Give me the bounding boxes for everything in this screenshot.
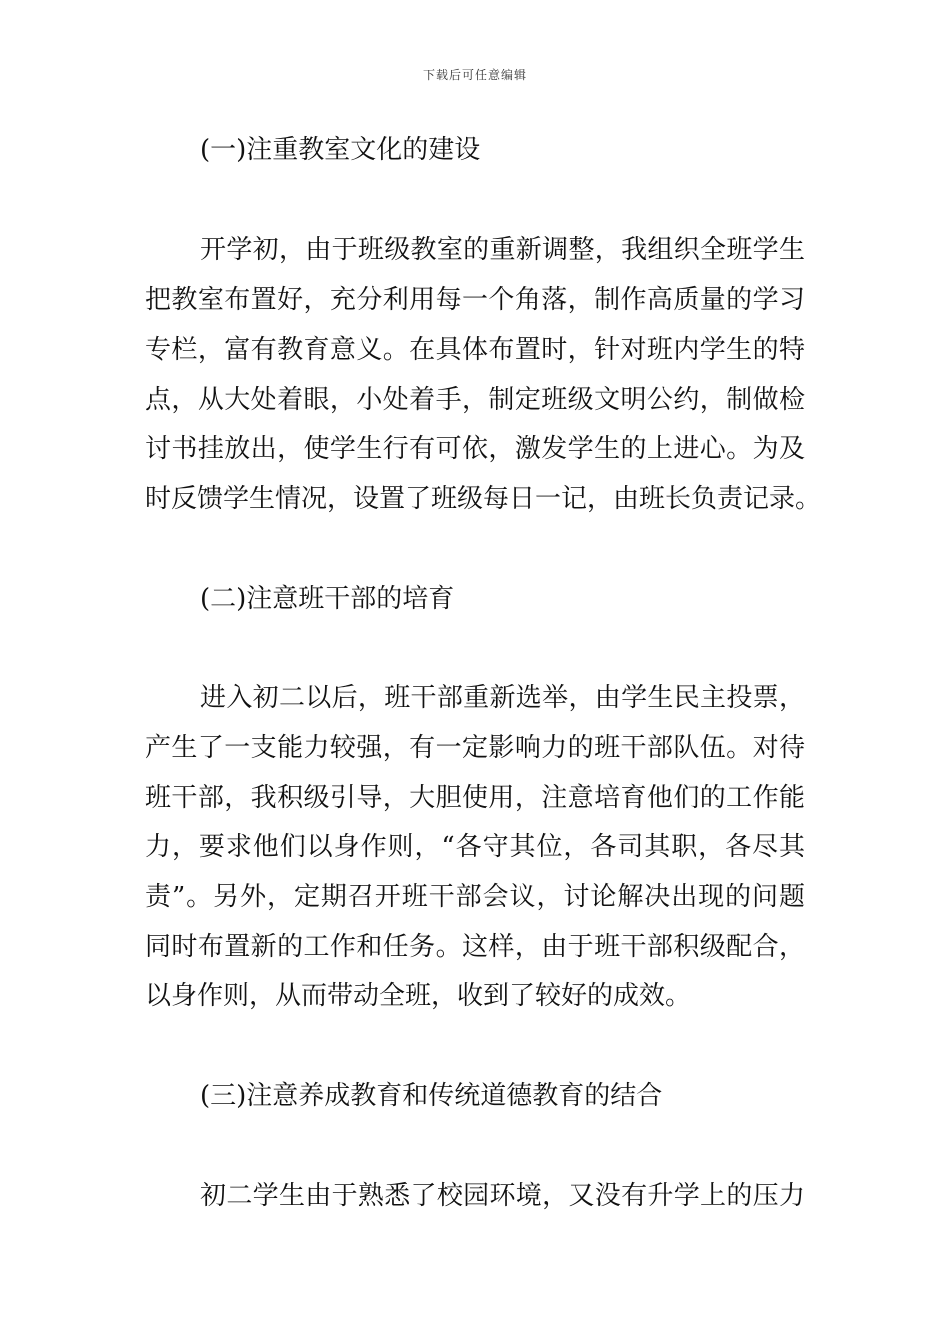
paragraph-line: 把教室布置好，充分利用每一个角落，制作高质量的学习 bbox=[145, 285, 805, 315]
paragraph-line: 班干部，我积级引导，大胆使用，注意培育他们的工作能 bbox=[145, 783, 805, 813]
paragraph-line: 以身作则，从而带动全班，收到了较好的成效。 bbox=[145, 981, 692, 1011]
page-header: 下载后可任意编辑 bbox=[422, 68, 527, 82]
paragraph-line: 初二学生由于熟悉了校园环境，又没有升学上的压力 bbox=[200, 1181, 805, 1211]
paragraph-line: 专栏，富有教育意义。在具体布置时，针对班内学生的特 bbox=[145, 335, 805, 365]
paragraph-line: 开学初，由于班级教室的重新调整，我组织全班学生 bbox=[200, 235, 805, 265]
paragraph-line: 责”。另外，定期召开班干部会议，讨论解决出现的问题 bbox=[145, 882, 805, 912]
paragraph-line: 产生了一支能力较强，有一定影响力的班干部队伍。对待 bbox=[145, 733, 805, 763]
paragraph-line: 讨书挂放出，使学生行有可依，激发学生的上进心。为及 bbox=[145, 434, 805, 464]
paragraph-line: 时反馈学生情况，设置了班级每日一记，由班长负责记录。 bbox=[145, 484, 822, 514]
paragraph-line: 点，从大处着眼，小处着手，制定班级文明公约，制做检 bbox=[145, 385, 805, 415]
section-heading-3: (三)注意养成教育和传统道德教育的结合 bbox=[200, 1081, 663, 1111]
paragraph-line: 同时布置新的工作和任务。这样，由于班干部积级配合， bbox=[145, 932, 805, 962]
paragraph-line: 进入初二以后，班干部重新选举，由学生民主投票， bbox=[200, 683, 805, 713]
paragraph-line: 力，要求他们以身作则，“各守其位，各司其职，各尽其 bbox=[145, 832, 805, 862]
section-heading-1: (一)注重教室文化的建设 bbox=[200, 135, 481, 165]
section-heading-2: (二)注意班干部的培育 bbox=[200, 584, 455, 614]
